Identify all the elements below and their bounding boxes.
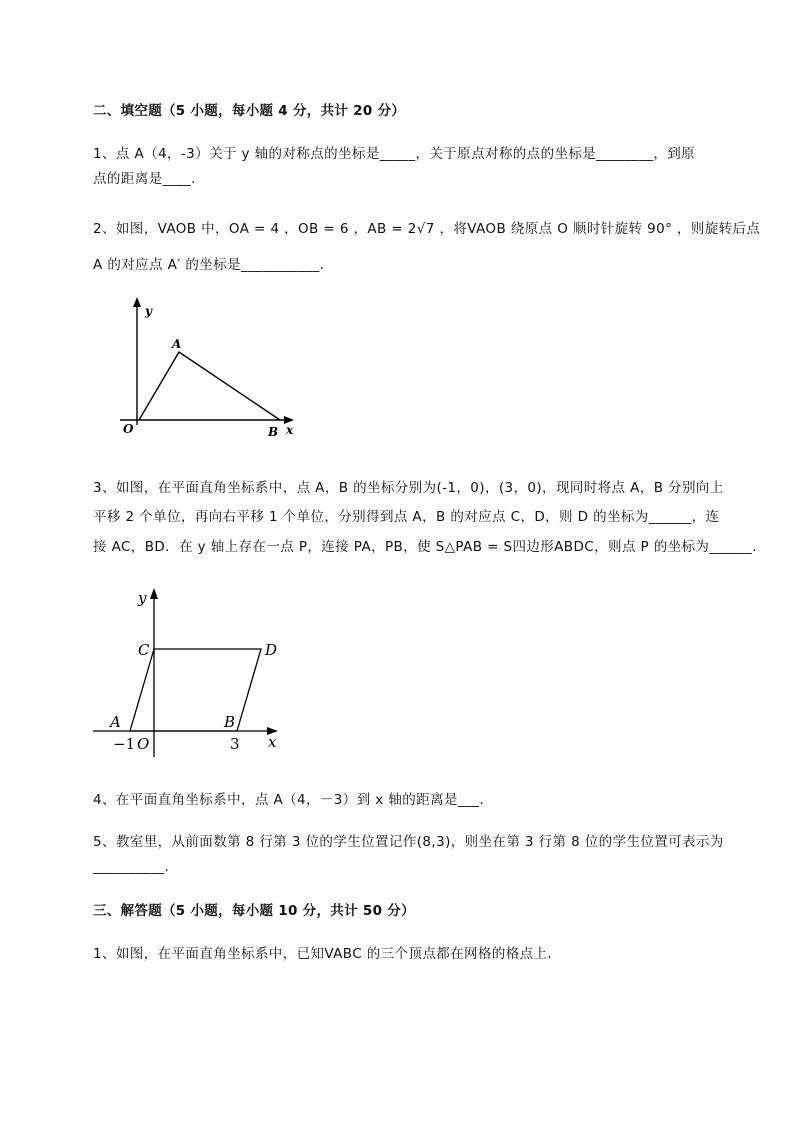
- triangle-sides: [139, 352, 280, 420]
- question-2-line-2: A 的对应点 A′ 的坐标是___________.: [93, 257, 325, 273]
- point-d-label: D: [265, 641, 278, 659]
- point-b-label: B: [224, 713, 236, 731]
- tick-label-3: 3: [230, 735, 240, 753]
- question-2-line-1: 2、如图，VAOB 中，OA = 4 ，OB = 6 ，AB = 2√7 ，将VAOB 绕原点 O 顺时针旋转 90° ，则旋转后点: [93, 221, 761, 237]
- x-axis-label: x: [286, 423, 294, 437]
- y-axis-label: y: [138, 589, 147, 607]
- question-3-line-1: 3、如图，在平面直角坐标系中，点 A，B 的坐标分别为(-1，0)，(3，0)，现同时将点 A，B 分别向上: [93, 480, 724, 496]
- parallelogram-abdc-figure: [88, 585, 288, 760]
- origin-label: O: [123, 422, 134, 436]
- section-title-fill-in: 二、填空题（5 小题，每小题 4 分，共计 20 分）: [93, 103, 406, 119]
- question-5-line-1: 5、教室里，从前面数第 8 行第 3 位的学生位置记作(8,3)，则坐在第 3 行第 8 位的学生位置可表示为: [93, 834, 724, 850]
- y-axis-label: y: [145, 304, 152, 318]
- point-b-label: B: [268, 425, 279, 439]
- point-a-label: A: [110, 713, 121, 731]
- x-axis-label: x: [268, 733, 277, 751]
- point-c-label: C: [138, 641, 150, 659]
- question-3-line-2: 平移 2 个单位，再向右平移 1 个单位，分别得到点 A，B 的对应点 C，D，则 D 的坐标为______，连: [93, 509, 720, 525]
- answer-question-1-line-1: 1、如图，在平面直角坐标系中，已知VABC 的三个顶点都在网格的格点上．: [93, 946, 562, 962]
- triangle-aob-figure: [108, 295, 308, 445]
- section-title-answer: 三、解答题（5 小题，每小题 10 分，共计 50 分）: [93, 903, 415, 919]
- question-1-line-1: 1、点 A（4，-3）关于 y 轴的对称点的坐标是_____，关于原点对称的点的坐标是________，到原: [93, 146, 696, 162]
- question-3-line-3: 接 AC，BD．在 y 轴上存在一点 P，连接 PA，PB，使 S△PAB = S四边形ABDC，则点 P 的坐标为______.: [93, 539, 757, 555]
- origin-label: O: [137, 735, 150, 753]
- y-axis-arrow: [133, 297, 141, 307]
- question-1-line-2: 点的距离是____.: [93, 171, 196, 187]
- question-4-line-1: 4、在平面直角坐标系中，点 A（4，－3）到 x 轴的距离是___.: [93, 792, 485, 808]
- point-a-label: A: [172, 337, 182, 351]
- question-5-line-2: __________.: [93, 859, 170, 875]
- tick-label-neg1: −1: [113, 735, 136, 753]
- parallelogram-abdc: [130, 649, 261, 731]
- y-axis-arrow: [150, 588, 158, 599]
